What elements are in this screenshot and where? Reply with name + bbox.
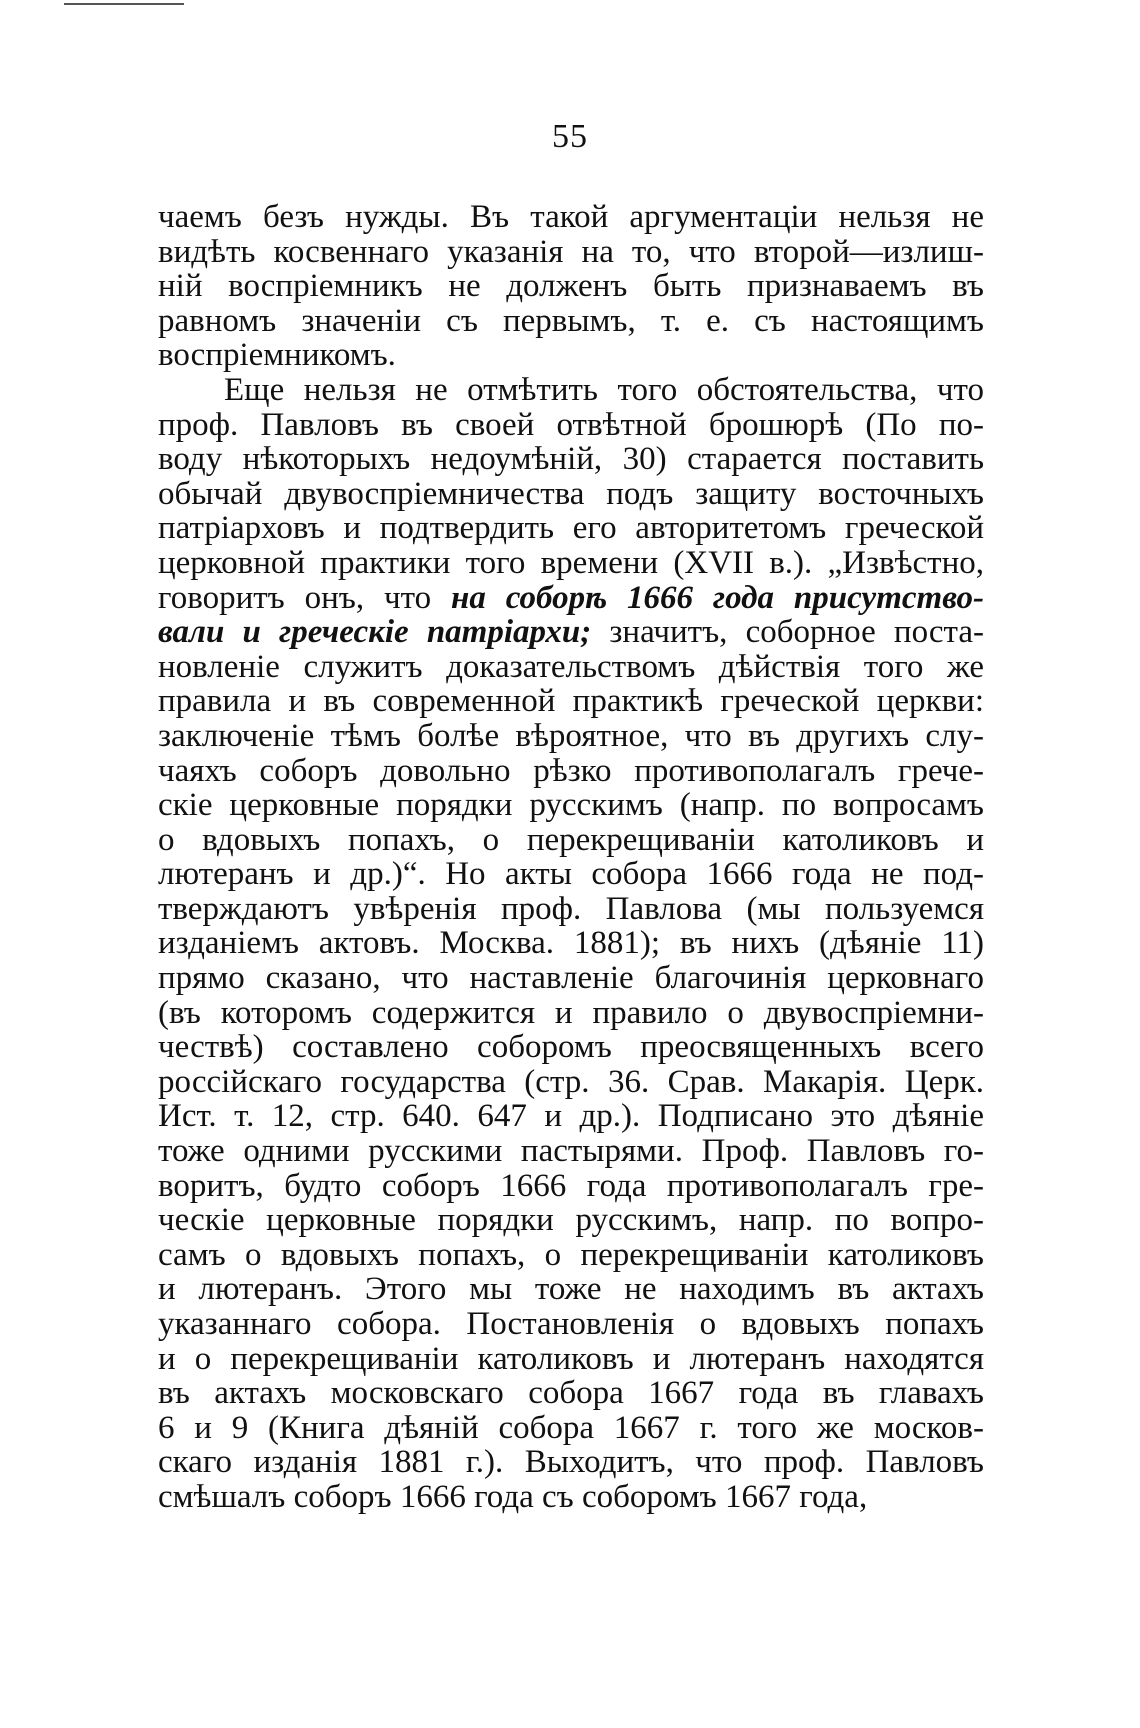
paragraph bbox=[158, 373, 984, 1515]
text-segment: тверждаютъ увѣренія проф. Павлова (мы пользуемся bbox=[158, 891, 984, 927]
text-segment: указаннаго собора. Постановленія о вдовыхъ попахъ bbox=[158, 1307, 984, 1342]
text-segment: ній воспріемникъ не долженъ быть признаваемъ въ bbox=[158, 269, 984, 304]
text-line bbox=[158, 1307, 984, 1342]
text-line bbox=[158, 1480, 984, 1515]
text-segment: воспріемникомъ. bbox=[158, 338, 396, 373]
text-segment: смѣшалъ соборъ 1666 года съ соборомъ 1667 года, bbox=[158, 1479, 868, 1515]
text-segment: Ист. т. 12, стр. 640. 647 и др.). Подписано это дѣяніе bbox=[158, 1099, 984, 1135]
text-line bbox=[158, 269, 984, 304]
text-line bbox=[158, 996, 984, 1031]
emphasized-text: вали и греческіе патріархи; bbox=[158, 615, 592, 650]
text-line bbox=[158, 1030, 984, 1065]
text-line bbox=[158, 823, 984, 858]
text-segment: изданіемъ актовъ. Москва. 1881); въ нихъ (дѣяніе 11) bbox=[158, 926, 984, 962]
emphasized-text: на соборѣ 1666 года присутство- bbox=[451, 580, 984, 616]
text-line bbox=[158, 546, 984, 581]
text-segment: 6 и 9 (Книга дѣяній собора 1667 г. того же москов- bbox=[158, 1410, 984, 1446]
text-segment: о вдовыхъ попахъ, о перекрещиваніи католиковъ и bbox=[158, 822, 984, 858]
text-line bbox=[158, 892, 984, 927]
text-line bbox=[158, 442, 984, 477]
text-line bbox=[158, 511, 984, 546]
paragraph bbox=[158, 200, 984, 373]
text-segment: значитъ, соборное поста- bbox=[591, 615, 984, 650]
text-line bbox=[158, 615, 984, 650]
text-segment: церковной практики того времени (XVII в.). „Извѣстно, bbox=[158, 545, 984, 581]
text-line bbox=[158, 1342, 984, 1377]
text-line bbox=[158, 1238, 984, 1273]
text-line bbox=[158, 200, 984, 235]
text-line bbox=[158, 961, 984, 996]
text-segment: патріарховъ и подтвердить его авторитетомъ греческой bbox=[158, 511, 984, 546]
text-segment: воду нѣкоторыхъ недоумѣній, 30) старается поставить bbox=[158, 442, 984, 477]
text-segment: ческіе церковные порядки русскимъ, напр. по вопро- bbox=[158, 1203, 984, 1238]
text-line bbox=[158, 1376, 984, 1411]
text-segment: прямо сказано, что наставленіе благочинія церковнаго bbox=[158, 961, 984, 996]
text-segment: въ актахъ московскаго собора 1667 года въ главахъ bbox=[158, 1376, 984, 1411]
text-segment: заключеніе тѣмъ болѣе вѣроятное, что въ другихъ слу- bbox=[158, 718, 984, 754]
text-line bbox=[158, 477, 984, 512]
text-segment: лютеранъ и др.)“. Но акты собора 1666 года не под- bbox=[158, 857, 984, 892]
text-line bbox=[158, 373, 984, 408]
text-line bbox=[158, 1065, 984, 1100]
text-segment: правила и въ современной практикѣ греческой церкви: bbox=[158, 684, 984, 719]
text-segment: скаго изданія 1881 г.). Выходитъ, что проф. Павловъ bbox=[158, 1445, 984, 1480]
text-line bbox=[158, 857, 984, 892]
text-segment: самъ о вдовыхъ попахъ, о перекрещиваніи католиковъ bbox=[158, 1237, 984, 1273]
text-segment: новленіе служитъ доказательствомъ дѣйствія того же bbox=[158, 649, 984, 685]
text-segment: и о перекрещиваніи католиковъ и лютеранъ находятся bbox=[158, 1341, 984, 1377]
text-line bbox=[158, 235, 984, 270]
text-segment: обычай двувоспріемничества подъ защиту восточныхъ bbox=[158, 476, 984, 512]
text-segment: чаемъ безъ нужды. Въ такой аргументаціи нельзя не bbox=[158, 200, 984, 235]
text-segment: равномъ значеніи съ первымъ, т. е. съ настоящимъ bbox=[158, 303, 984, 339]
text-segment: чествѣ) составлено соборомъ преосвященныхъ всего bbox=[158, 1030, 984, 1065]
text-segment: воритъ, будто соборъ 1666 года противополагалъ гре- bbox=[158, 1168, 984, 1204]
text-segment: (въ которомъ содержится и правило о двувоспріемни- bbox=[158, 995, 984, 1031]
scan-edge-rule bbox=[64, 3, 184, 5]
text-segment: Еще нельзя не отмѣтить того обстоятельства, что bbox=[224, 372, 984, 408]
text-segment: проф. Павловъ въ своей отвѣтной брошюрѣ (По по- bbox=[158, 407, 984, 443]
text-segment: тоже одними русскими пастырями. Проф. Павловъ го- bbox=[158, 1134, 984, 1169]
text-line bbox=[158, 1169, 984, 1204]
text-line bbox=[158, 304, 984, 339]
text-line bbox=[158, 926, 984, 961]
text-line bbox=[158, 1134, 984, 1169]
text-line bbox=[158, 754, 984, 789]
text-segment: говоритъ онъ, что bbox=[158, 580, 451, 616]
text-line bbox=[158, 1272, 984, 1307]
body-text bbox=[158, 200, 984, 1515]
text-segment: видѣть косвеннаго указанія на то, что второй—излиш- bbox=[158, 234, 984, 270]
page-number: 55 bbox=[552, 118, 588, 155]
text-line bbox=[158, 719, 984, 754]
text-line bbox=[158, 1099, 984, 1134]
text-line bbox=[158, 1411, 984, 1446]
text-segment: россійскаго государства (стр. 36. Срав. Макарія. Церк. bbox=[158, 1064, 984, 1100]
text-line bbox=[158, 581, 984, 616]
text-line bbox=[158, 788, 984, 823]
text-line bbox=[158, 338, 984, 373]
text-segment: скіе церковные порядки русскимъ (напр. по вопросамъ bbox=[158, 788, 984, 823]
text-segment: чаяхъ соборъ довольно рѣзко противополагалъ грече- bbox=[158, 753, 984, 789]
text-line bbox=[158, 1203, 984, 1238]
text-line bbox=[158, 684, 984, 719]
text-line bbox=[158, 1445, 984, 1480]
text-segment: и лютеранъ. Этого мы тоже не находимъ въ актахъ bbox=[158, 1272, 984, 1307]
text-line bbox=[158, 408, 984, 443]
text-line bbox=[158, 650, 984, 685]
